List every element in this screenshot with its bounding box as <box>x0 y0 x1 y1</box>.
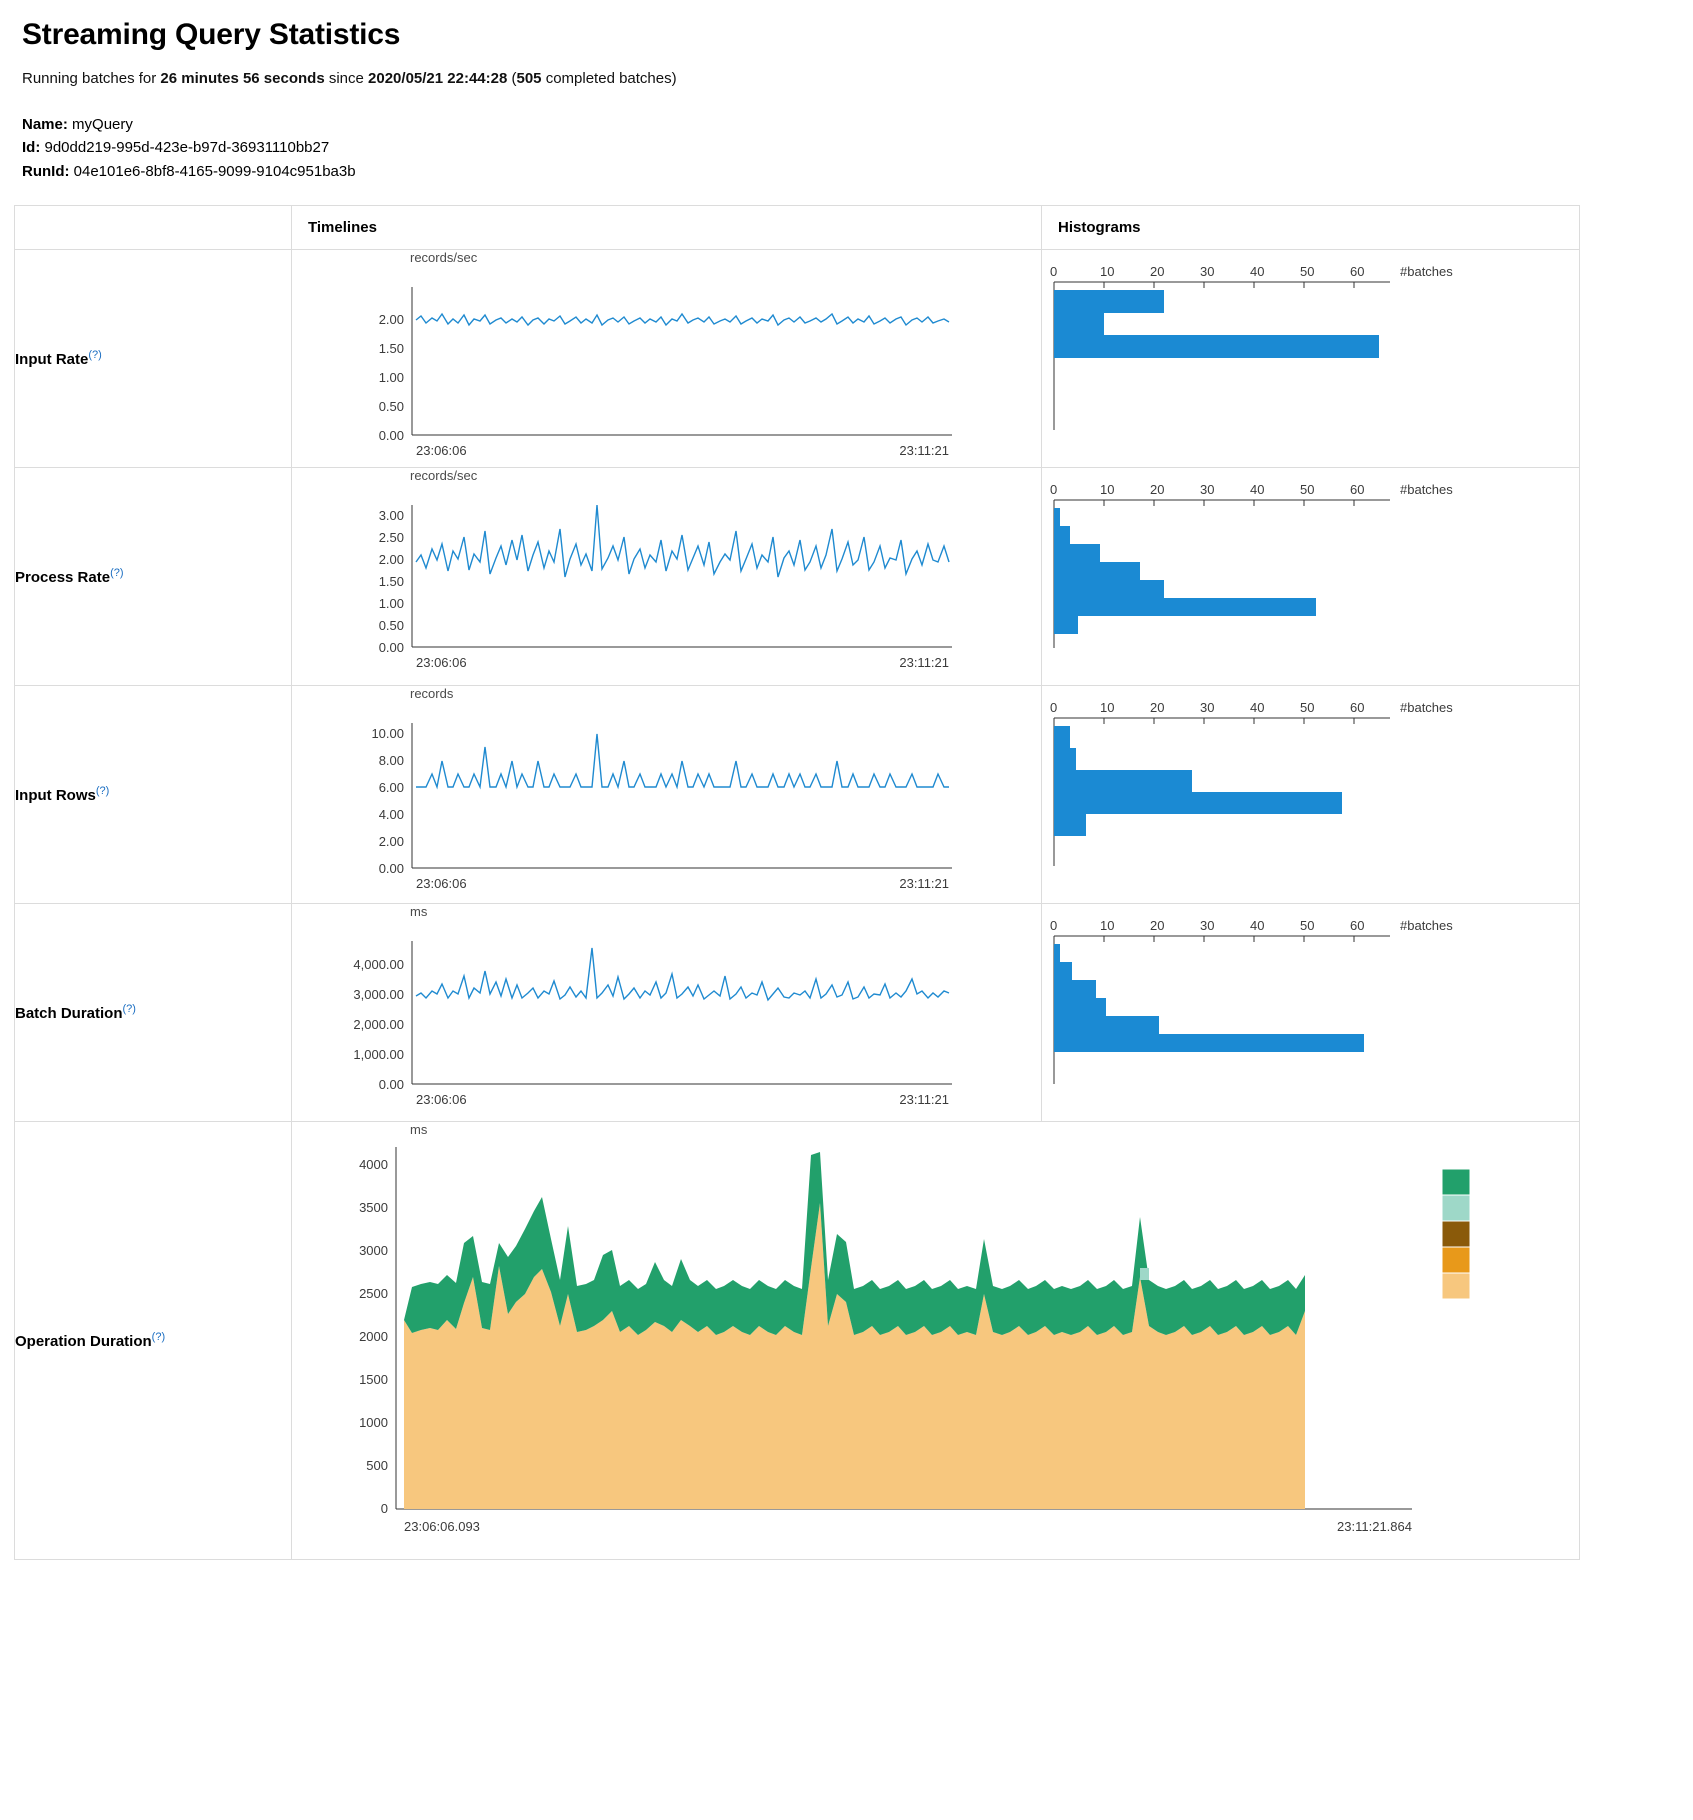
statistics-table <box>14 205 1580 1560</box>
query-id-value: 9d0dd219-995d-423e-b97d-36931110bb27 <box>44 139 330 157</box>
ytick-label: 10.00 <box>371 725 404 741</box>
xtick-label: 60 <box>1350 700 1365 716</box>
histogram-cell-input-rate <box>1042 249 1580 467</box>
xtick-label: 23:06:06.093 <box>404 1518 480 1534</box>
series-polyline <box>416 948 949 1000</box>
timeline-cell-input-rows <box>292 685 1042 903</box>
xtick-label: 50 <box>1300 264 1315 280</box>
query-name-value: myQuery <box>72 116 133 133</box>
query-id-row <box>22 136 1671 159</box>
row-label-text: Input Rows <box>15 786 96 804</box>
operation-duration-unit: ms <box>410 1121 428 1137</box>
xtick-label: 10 <box>1100 918 1115 934</box>
hist-bar <box>1054 726 1070 748</box>
timeline-cell-batch-duration <box>292 903 1042 1121</box>
xtick-label: 0 <box>1050 700 1058 716</box>
row-label-process-rate <box>15 467 292 685</box>
ytick-label: 2.00 <box>378 551 404 567</box>
ytick-label: 4.00 <box>378 806 404 822</box>
header-timelines: Timelines <box>292 205 1042 249</box>
ytick-label: 0.50 <box>378 398 404 414</box>
ytick-label: 0 <box>380 1500 388 1516</box>
xtick-label: 0 <box>1050 918 1058 934</box>
series-polyline <box>416 505 949 577</box>
row-label-operation-duration <box>15 1121 292 1559</box>
hist-bar <box>1054 814 1086 836</box>
query-runid-label: RunId: <box>22 162 70 180</box>
xtick-label: 10 <box>1100 264 1115 280</box>
hist-bar <box>1054 313 1104 335</box>
help-icon[interactable]: (?) <box>110 566 124 579</box>
ytick-label: 1500 <box>359 1371 388 1387</box>
xtick-label: 20 <box>1150 918 1165 934</box>
xtick-label: 23:06:06 <box>416 442 467 458</box>
xtick-label: 20 <box>1150 700 1165 716</box>
histogram-cell-input-rows <box>1042 685 1580 903</box>
ytick-label: 2.00 <box>378 311 404 327</box>
query-runid-row <box>22 160 1671 183</box>
ytick-label: 1,000.00 <box>353 1046 404 1062</box>
hist-bar <box>1054 562 1140 580</box>
xtick-label: 23:11:21 <box>899 875 949 891</box>
hist-bar <box>1054 616 1078 634</box>
ytick-label: 2500 <box>359 1285 388 1301</box>
running-summary <box>22 70 1671 87</box>
xtick-label: 30 <box>1200 482 1215 498</box>
xtick-label: 23:11:21 <box>899 1091 949 1107</box>
xtick-label: 20 <box>1150 264 1165 280</box>
hist-bar <box>1054 770 1192 792</box>
batch-duration-timeline-chart <box>292 921 1032 1121</box>
hist-bar <box>1054 944 1060 962</box>
row-label-input-rate <box>15 249 292 467</box>
ytick-label: 3500 <box>359 1199 388 1215</box>
xtick-label: 50 <box>1300 918 1315 934</box>
header-histograms: Histograms <box>1042 205 1580 249</box>
ytick-label: 4,000.00 <box>353 956 404 972</box>
timeline-unit-batch-duration: ms <box>410 903 428 919</box>
xtick-label: 30 <box>1200 700 1215 716</box>
running-duration: 26 minutes 56 seconds <box>160 70 325 87</box>
ytick-label: 2,000.00 <box>353 1016 404 1032</box>
ytick-label: 1.00 <box>378 595 404 611</box>
running-prefix: Running batches for <box>22 70 161 87</box>
xtick-label: 60 <box>1350 264 1365 280</box>
hist-bar <box>1054 598 1316 616</box>
ytick-label: 1.50 <box>378 573 404 589</box>
input-rows-histogram-chart <box>1042 694 1570 894</box>
series-polyline <box>416 314 949 325</box>
batches-suffix: completed batches) <box>541 70 677 87</box>
legend-swatch-walcommit <box>1442 1221 1470 1247</box>
ytick-label: 4000 <box>359 1156 388 1172</box>
histogram-axis-label: #batches <box>1400 918 1453 934</box>
table-row <box>15 249 1580 467</box>
xtick-label: 60 <box>1350 482 1365 498</box>
histogram-axis-label: #batches <box>1400 700 1453 716</box>
xtick-label: 0 <box>1050 482 1058 498</box>
help-icon[interactable]: (?) <box>95 784 110 797</box>
hist-bar <box>1054 748 1076 770</box>
histogram-axis-label: #batches <box>1400 482 1453 498</box>
xtick-label: 23:06:06 <box>416 1091 467 1107</box>
xtick-label: 10 <box>1100 700 1115 716</box>
query-id-label: Id: <box>22 139 41 157</box>
timeline-unit-process-rate: records/sec <box>410 467 478 483</box>
help-icon[interactable]: (?) <box>122 1002 136 1015</box>
table-row <box>15 685 1580 903</box>
hist-bar <box>1054 980 1096 998</box>
header-blank <box>15 205 292 249</box>
hist-bar <box>1054 580 1164 598</box>
ytick-label: 2.50 <box>378 529 404 545</box>
hist-bar <box>1054 526 1070 544</box>
row-label-text: Operation Duration <box>15 1332 152 1350</box>
ytick-label: 2000 <box>359 1328 388 1344</box>
ytick-label: 2.00 <box>378 833 404 849</box>
batch-duration-histogram-chart <box>1042 912 1570 1112</box>
page-title: Streaming Query Statistics <box>22 18 401 51</box>
xtick-label: 23:11:21.864 <box>1337 1518 1412 1534</box>
xtick-label: 30 <box>1200 264 1215 280</box>
timeline-cell-process-rate <box>292 467 1042 685</box>
ytick-label: 500 <box>366 1457 388 1473</box>
row-label-text: Batch Duration <box>15 1004 123 1022</box>
ytick-label: 3000 <box>359 1242 388 1258</box>
ytick-label: 1.00 <box>378 369 404 385</box>
ytick-label: 3,000.00 <box>353 986 404 1002</box>
hist-bar <box>1054 544 1100 562</box>
ytick-label: 8.00 <box>378 752 404 768</box>
xtick-label: 23:06:06 <box>416 654 467 670</box>
since-word: since <box>324 70 369 87</box>
legend-swatch-getbatch <box>1442 1195 1470 1221</box>
stacked-area-lightgreen <box>1140 1268 1149 1280</box>
xtick-label: 60 <box>1350 918 1365 934</box>
histogram-cell-batch-duration <box>1042 903 1580 1121</box>
ytick-label: 1000 <box>359 1414 388 1430</box>
hist-bar <box>1054 290 1164 313</box>
ytick-label: 0.00 <box>378 427 404 443</box>
since-timestamp: 2020/05/21 22:44:28 <box>368 70 508 87</box>
row-label-text: Input Rate <box>15 350 89 368</box>
table-row <box>15 1121 1580 1559</box>
xtick-label: 40 <box>1250 264 1265 280</box>
histogram-axis-label: #batches <box>1400 264 1453 280</box>
help-icon[interactable]: (?) <box>151 1330 166 1343</box>
hist-bar <box>1054 1016 1159 1034</box>
legend-swatch-addbatch <box>1442 1273 1470 1299</box>
table-row <box>15 467 1580 685</box>
query-metadata <box>22 113 1671 183</box>
operation-duration-cell <box>292 1121 1580 1559</box>
xtick-label: 23:11:21 <box>899 654 949 670</box>
input-rate-timeline-chart <box>292 267 1032 467</box>
hist-bar-bottom <box>1054 335 1379 358</box>
xtick-label: 50 <box>1300 482 1315 498</box>
page-header <box>0 18 1693 183</box>
row-label-batch-duration <box>15 903 292 1121</box>
ytick-label: 0.00 <box>378 1076 404 1092</box>
hist-bar <box>1054 1034 1364 1052</box>
chart-legend[interactable] <box>1442 1169 1470 1299</box>
query-runid-value: 04e101e6-8bf8-4165-9099-9104c951ba3b <box>73 162 356 180</box>
input-rate-histogram-chart <box>1042 258 1570 458</box>
hist-bar <box>1054 962 1072 980</box>
xtick-label: 20 <box>1150 482 1165 498</box>
timeline-cell-input-rate <box>292 249 1042 467</box>
row-label-input-rows <box>15 685 292 903</box>
help-icon[interactable]: (?) <box>88 348 102 361</box>
operation-duration-stacked-chart <box>292 1139 1562 1559</box>
process-rate-histogram-chart <box>1042 476 1570 676</box>
timeline-unit-input-rate: records/sec <box>410 249 478 265</box>
hist-bar <box>1054 792 1342 814</box>
xtick-label: 50 <box>1300 700 1315 716</box>
ytick-label: 1.50 <box>378 340 404 356</box>
ytick-label: 0.50 <box>378 617 404 633</box>
batches-open-paren: ( <box>507 70 517 87</box>
query-name-label: Name: <box>22 116 68 133</box>
xtick-label: 23:06:06 <box>416 875 467 891</box>
ytick-label: 3.00 <box>378 507 404 523</box>
xtick-label: 40 <box>1250 918 1265 934</box>
series-polyline <box>416 734 949 787</box>
timeline-unit-input-rows: records <box>410 685 454 701</box>
xtick-label: 23:11:21 <box>899 442 949 458</box>
xtick-label: 0 <box>1050 264 1058 280</box>
xtick-label: 30 <box>1200 918 1215 934</box>
table-row <box>15 903 1580 1121</box>
process-rate-timeline-chart <box>292 485 1032 685</box>
row-label-text: Process Rate <box>15 568 111 586</box>
ytick-label: 0.00 <box>378 639 404 655</box>
xtick-label: 40 <box>1250 482 1265 498</box>
legend-swatch-triggerexecution <box>1442 1169 1470 1195</box>
table-header-row <box>15 205 1580 249</box>
ytick-label: 0.00 <box>378 860 404 876</box>
query-name-row <box>22 113 1671 136</box>
hist-bar <box>1054 998 1106 1016</box>
legend-swatch-queryplanning <box>1442 1247 1470 1273</box>
completed-batch-count: 505 <box>516 70 542 87</box>
hist-bar <box>1054 508 1060 526</box>
xtick-label: 40 <box>1250 700 1265 716</box>
ytick-label: 6.00 <box>378 779 404 795</box>
histogram-cell-process-rate <box>1042 467 1580 685</box>
xtick-label: 10 <box>1100 482 1115 498</box>
input-rows-timeline-chart <box>292 703 1032 903</box>
